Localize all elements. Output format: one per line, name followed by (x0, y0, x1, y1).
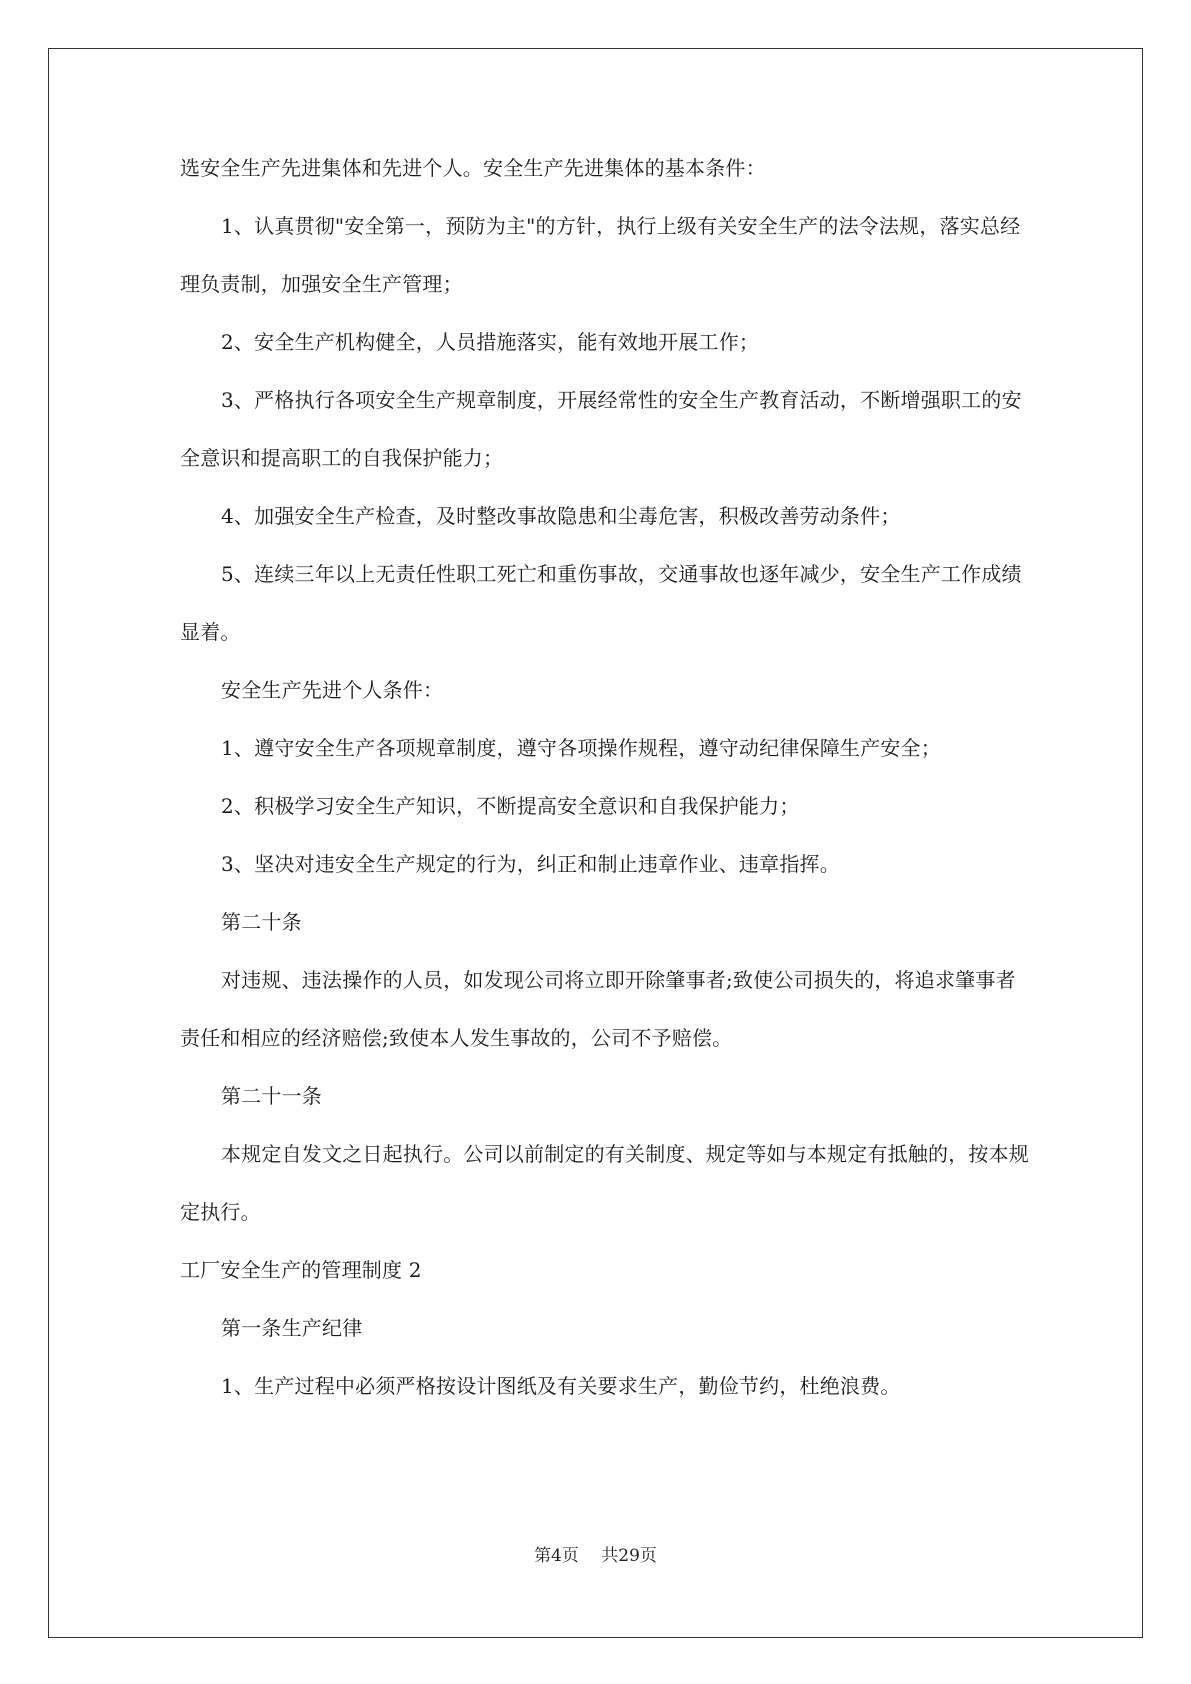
paragraph-line: 理负责制，加强安全生产管理； (180, 272, 463, 296)
article-heading: 第一条生产纪律 (221, 1316, 363, 1340)
paragraph-line: 全意识和提高职工的自我保护能力； (180, 446, 504, 470)
list-item-5: 5、连续三年以上无责任性职工死亡和重伤事故，交通事故也逐年减少，安全生产工作成绩 (221, 562, 1022, 586)
article-heading: 第二十一条 (221, 1084, 322, 1108)
list-item-2: 2、积极学习安全生产知识，不断提高安全意识和自我保护能力； (221, 794, 800, 818)
paragraph-line: 本规定自发文之日起执行。公司以前制定的有关制度、规定等如与本规定有抵触的，按本规 (221, 1142, 1029, 1166)
paragraph-line: 定执行。 (180, 1200, 261, 1224)
list-item-3: 3、严格执行各项安全生产规章制度，开展经常性的安全生产教育活动，不断增强职工的安 (221, 388, 1022, 412)
section-heading: 安全生产先进个人条件： (221, 678, 444, 702)
list-item-3: 3、坚决对违安全生产规定的行为，纠正和制止违章作业、违章指挥。 (221, 852, 840, 876)
page-number: 第4页 共29页 (534, 1546, 657, 1566)
list-item-1: 1、认真贯彻"安全第一，预防为主"的方针，执行上级有关安全生产的法令法规，落实总经 (221, 214, 1021, 238)
document-title: 工厂安全生产的管理制度 2 (180, 1258, 422, 1282)
paragraph-line: 对违规、违法操作的人员，如发现公司将立即开除肇事者;致使公司损失的，将追求肇事者 (221, 968, 1016, 992)
list-item-2: 2、安全生产机构健全，人员措施落实，能有效地开展工作； (221, 330, 760, 354)
paragraph-line: 显着。 (180, 620, 241, 644)
list-item-4: 4、加强安全生产检查，及时整改事故隐患和尘毒危害，积极改善劳动条件； (221, 504, 901, 528)
list-item-1: 1、遵守安全生产各项规章制度，遵守各项操作规程，遵守动纪律保障生产安全； (221, 736, 941, 760)
article-heading: 第二十条 (221, 910, 302, 934)
paragraph-line: 选安全生产先进集体和先进个人。安全生产先进集体的基本条件： (180, 156, 766, 180)
paragraph-line: 责任和相应的经济赔偿;致使本人发生事故的，公司不予赔偿。 (180, 1026, 733, 1050)
list-item-1: 1、生产过程中必须严格按设计图纸及有关要求生产，勤俭节约，杜绝浪费。 (221, 1374, 901, 1398)
